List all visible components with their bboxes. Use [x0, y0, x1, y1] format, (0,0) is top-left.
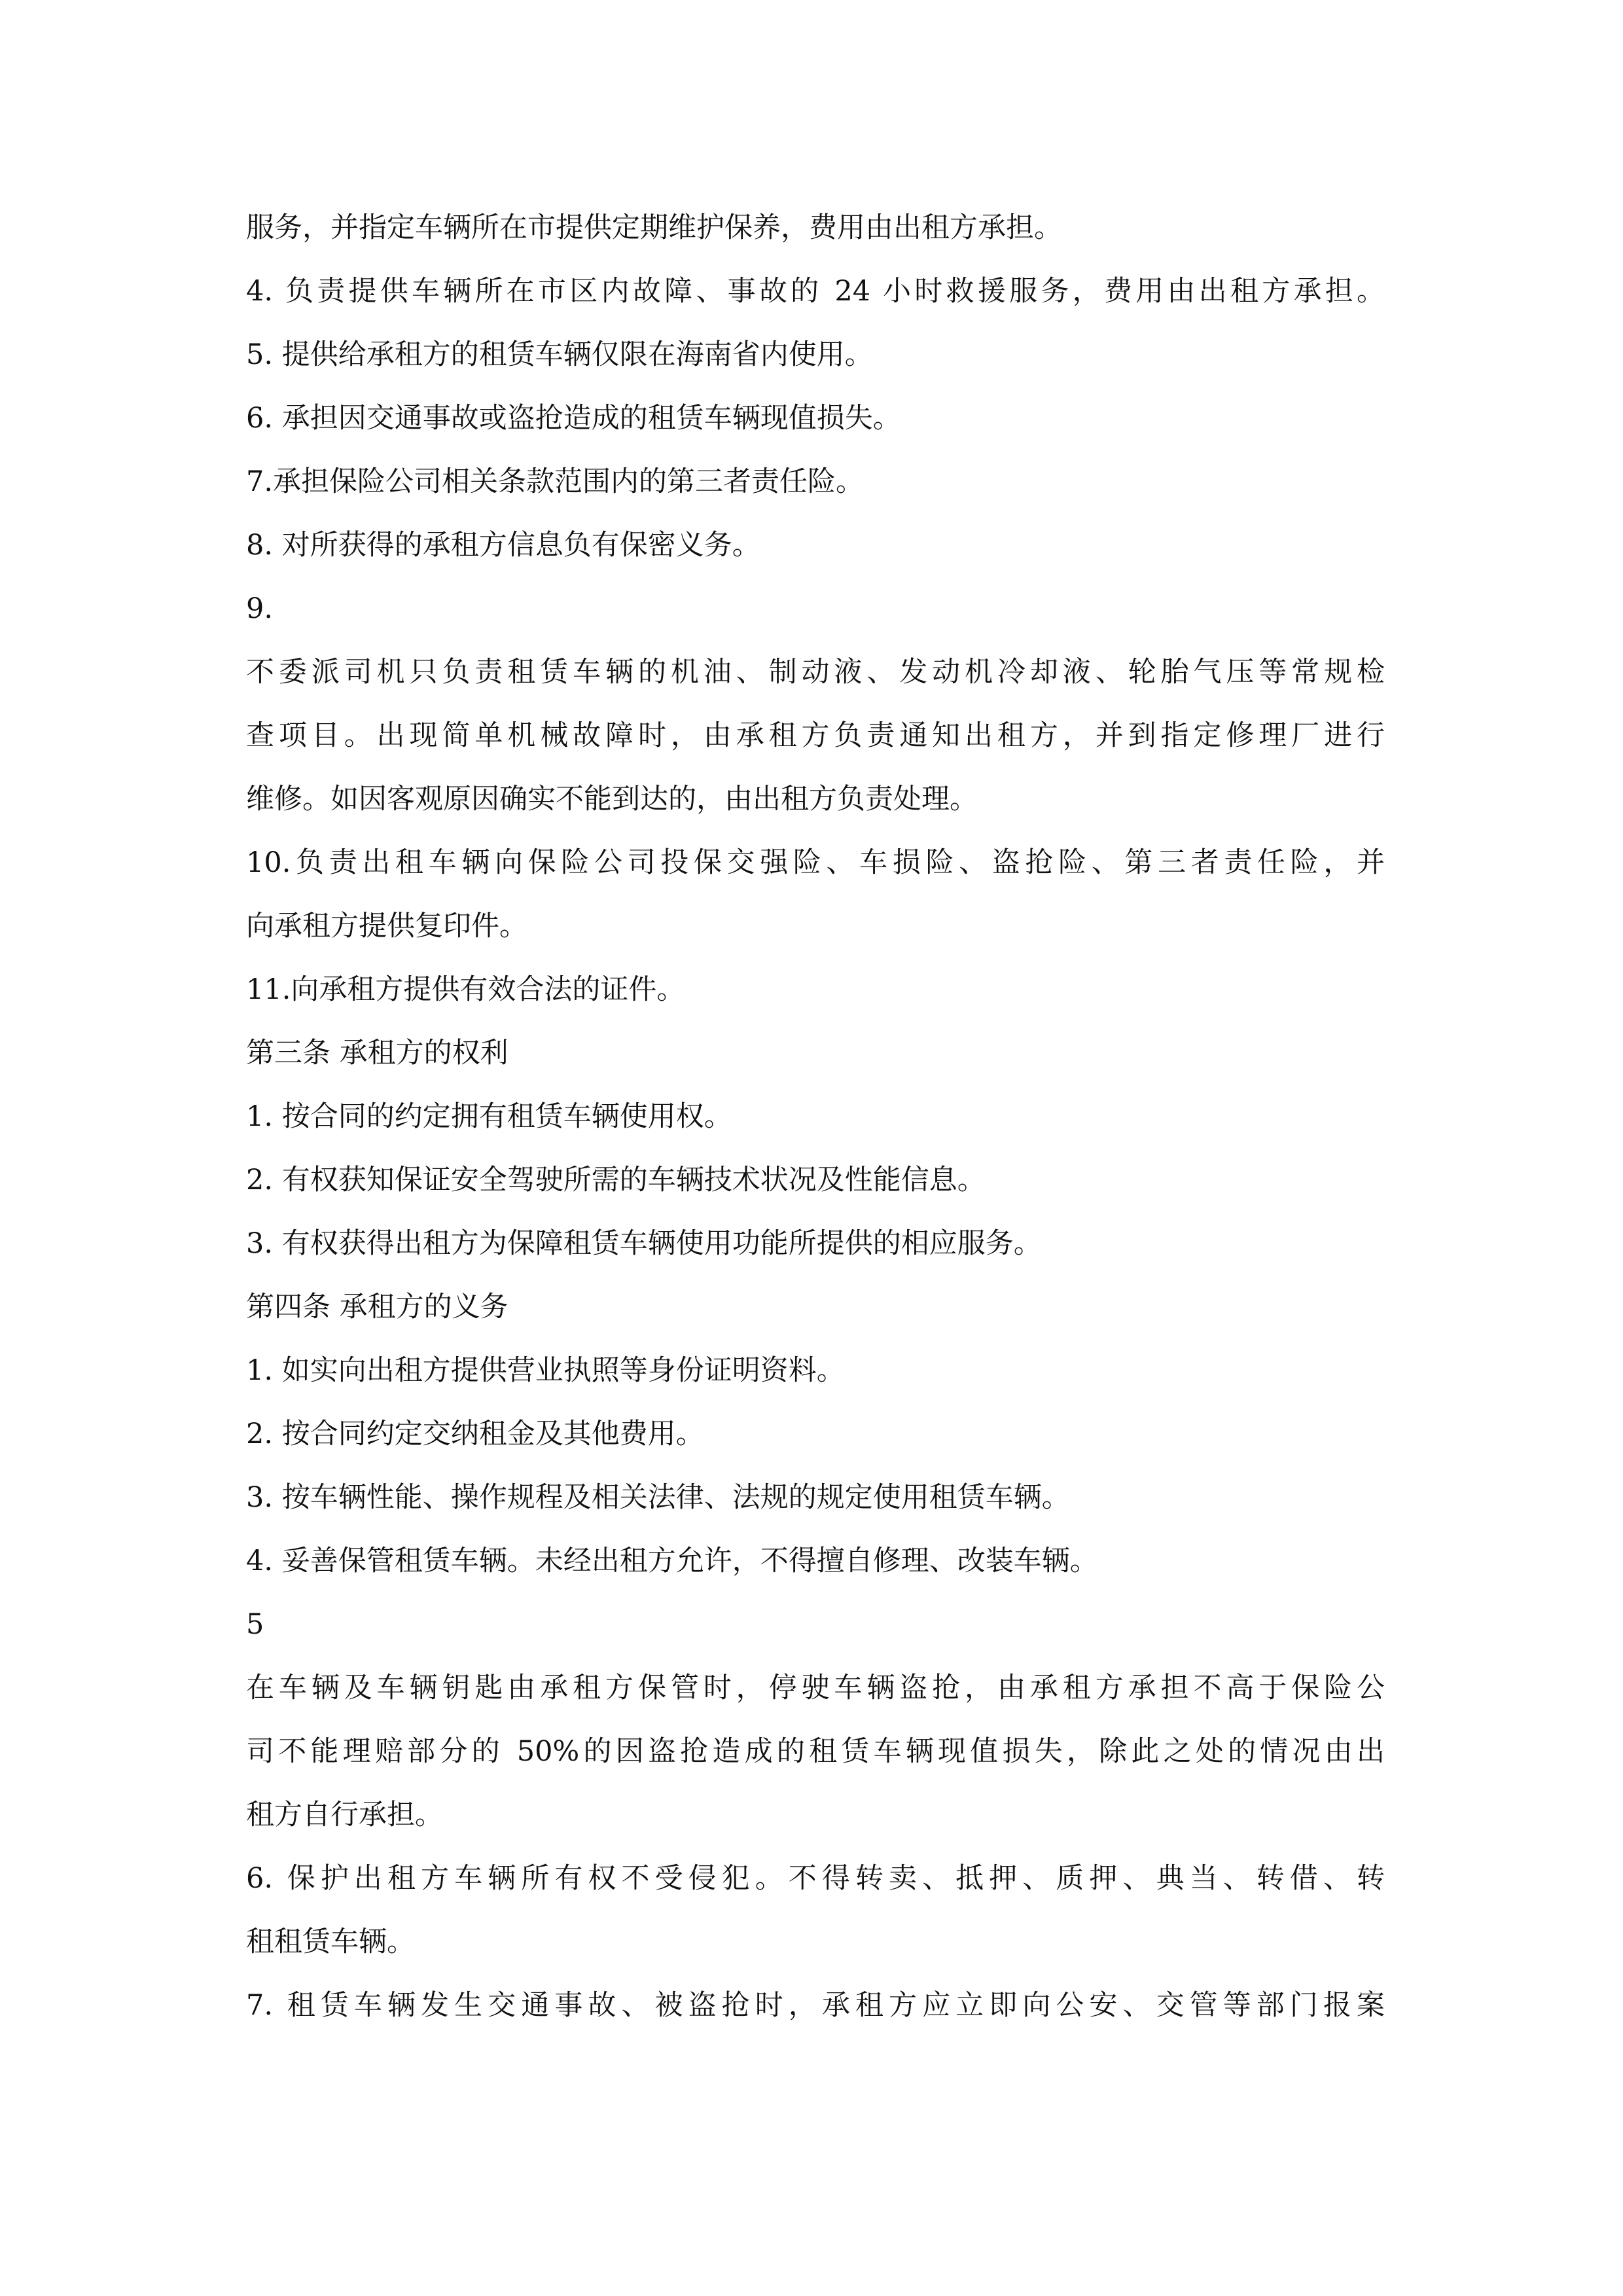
text-line: 查项目。出现简单机械故障时，由承租方负责通知出租方，并到指定修理厂进行: [246, 719, 1385, 752]
text-line: 2. 有权获知保证安全驾驶所需的车辆技术状况及性能信息。: [246, 1164, 986, 1196]
section-heading: 第四条 承租方的义务: [246, 1291, 508, 1323]
text-line: 5: [246, 1608, 264, 1641]
section-heading: 第三条 承租方的权利: [246, 1037, 508, 1069]
text-line: 租方自行承担。: [246, 1799, 443, 1831]
text-line: 3. 按车辆性能、操作规程及相关法律、法规的规定使用租赁车辆。: [246, 1481, 1070, 1514]
text-line: 6. 保护出租方车辆所有权不受侵犯。不得转卖、抵押、质押、典当、转借、转: [246, 1862, 1385, 1895]
document-body: [246, 196, 1385, 2037]
text-line: 5. 提供给承租方的租赁车辆仅限在海南省内使用。: [246, 338, 873, 371]
text-line: 4. 妥善保管租赁车辆。未经出租方允许，不得擅自修理、改装车辆。: [246, 1545, 1098, 1577]
text-line: 7. 租赁车辆发生交通事故、被盗抢时，承租方应立即向公安、交管等部门报案: [246, 1989, 1385, 2022]
text-line: 司不能理赔部分的 50%的因盗抢造成的租赁车辆现值损失，除此之处的情况由出: [246, 1735, 1385, 1768]
text-line: 2. 按合同约定交纳租金及其他费用。: [246, 1418, 704, 1450]
text-line: 服务，并指定车辆所在市提供定期维护保养，费用由出租方承担。: [246, 211, 1062, 244]
text-line: 8. 对所获得的承租方信息负有保密义务。: [246, 529, 760, 562]
text-line: 10.负责出租车辆向保险公司投保交强险、车损险、盗抢险、第三者责任险，并: [246, 846, 1385, 879]
text-line: 向承租方提供复印件。: [246, 910, 527, 942]
text-line: 7.承担保险公司相关条款范围内的第三者责任险。: [246, 465, 865, 498]
text-line: 维修。如因客观原因确实不能到达的，由出租方负责处理。: [246, 783, 978, 816]
text-line: 1. 按合同的约定拥有租赁车辆使用权。: [246, 1100, 732, 1133]
text-line: 租租赁车辆。: [246, 1926, 415, 1958]
text-line: 4. 负责提供车辆所在市区内故障、事故的 24 小时救援服务，费用由出租方承担。: [246, 275, 1385, 308]
text-line: 9.: [246, 592, 274, 625]
text-line: 不委派司机只负责租赁车辆的机油、制动液、发动机冷却液、轮胎气压等常规检: [246, 656, 1385, 689]
text-line: 11.向承租方提供有效合法的证件。: [246, 973, 685, 1006]
text-line: 3. 有权获得出租方为保障租赁车辆使用功能所提供的相应服务。: [246, 1227, 1042, 1260]
text-line: 在车辆及车辆钥匙由承租方保管时，停驶车辆盗抢，由承租方承担不高于保险公: [246, 1672, 1385, 1704]
text-line: 6. 承担因交通事故或盗抢造成的租赁车辆现值损失。: [246, 402, 901, 435]
text-line: 1. 如实向出租方提供营业执照等身份证明资料。: [246, 1354, 845, 1387]
